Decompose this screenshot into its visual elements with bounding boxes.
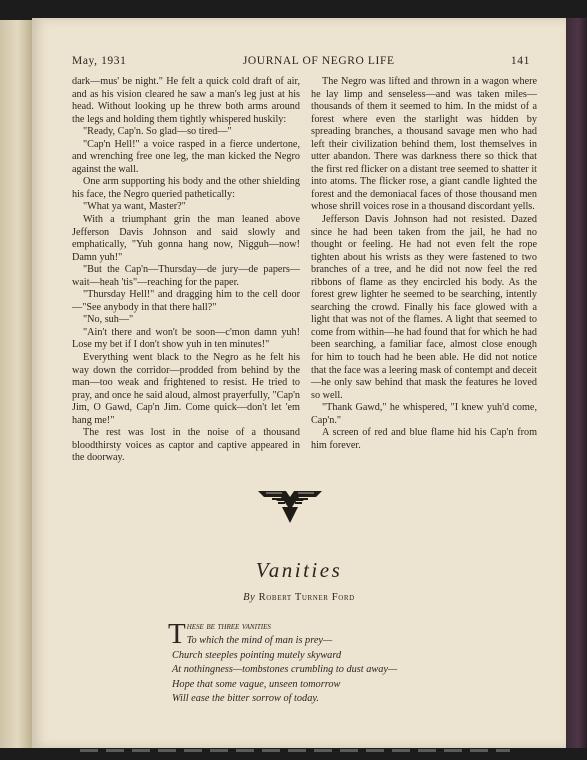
drop-cap: T: [168, 618, 186, 650]
story-column-right: [311, 76, 537, 452]
page-number: 141: [510, 55, 530, 67]
paragraph: The rest was lost in the noise of a thousand bloodthirsty voices as captor and captive appeared in the doorway.: [72, 427, 300, 464]
paragraph: "No, suh—": [83, 314, 134, 326]
scan-edge-strip: [80, 749, 510, 752]
paragraph: With a triumphant grin the man leaned above Jefferson Davis Johnson and said slowly and emphatically, "Yuh gonna hang now, Nigguh—now! Damn yuh!": [72, 214, 300, 263]
paragraph: "Ready, Cap'n. So glad—so tired—": [83, 126, 232, 138]
paragraph: The Negro was lifted and thrown in a wagon where he lay limp and senseless—and was taken miles—thousands of them it seemed to him. In the midst of a forest where even the starlight was hidden by spreading branches, a thousand savage men who had left their civilization behind them, lost themselves in utter abandon. There was darkness there so thick that the first red flicker on a distant tree seemed to shatter it into atoms. The flicker rose, a giant candle lighted the forest and the demoniacal faces of those thousand men whose shrill voices rose in a thousand discordant yells.: [311, 76, 537, 213]
paragraph: A screen of red and blue flame hid his Cap'n from him forever.: [311, 427, 537, 451]
poem-line: hese be three vanities: [186, 621, 271, 632]
paragraph: "But the Cap'n—Thursday—de jury—de papers—wait—heah 'tis"—reaching for the paper.: [72, 264, 300, 288]
book-gutter: [0, 20, 32, 748]
issue-date: May, 1931: [72, 55, 127, 67]
poem-byline: [32, 592, 566, 603]
poem-title: Vanities: [255, 558, 343, 582]
story-column-left: [72, 76, 300, 465]
paragraph: Everything went black to the Negro as he felt his way down the corridor—prodded from behind by the man—too weak and frightened to resist. He tried to pray, and once he said aloud, almost prayerfully, "Cap'n Jim, O Gawd, Cap'n Jim. Come quick—don't let 'em hang me!": [72, 352, 300, 426]
poem-line: Hope that some vague, unseen tomorrow: [172, 678, 341, 690]
journal-page: [32, 18, 566, 748]
poem-line: Church steeples pointing mutely skyward: [172, 649, 342, 661]
paragraph: One arm supporting his body and the other shielding his face, the Negro queried pathetically:: [72, 176, 300, 200]
poem-line: To which the mind of man is prey—: [186, 635, 333, 647]
poem-author: Robert Turner Ford: [258, 592, 355, 603]
paragraph: dark—mus' be night." He felt a quick cold draft of air, and as his vision cleared he saw a man's leg just at his head. Without looking up he threw both arms around the legs and holding them tightly whispered huskily:: [72, 76, 300, 125]
paragraph: "Cap'n Hell!" a voice rasped in a fierce undertone, and wrenching free one leg, the man kicked the Negro against the wall.: [72, 138, 300, 175]
poem-line: Will ease the bitter sorrow of today.: [172, 693, 319, 705]
poem-body: [168, 618, 472, 706]
book-binding-edge: [565, 18, 587, 748]
paragraph: Jefferson Davis Johnson had not resisted. Dazed since he had been taken from the jail, he had no thought or feeling. He had not even felt the rope tighten about his wrists as they were fastened to two branches of a tree, and he did not now feel the red ribbons of flame as they encircled his body. As the forest grew lighter he seemed to be searching, intently searching the crowd. Finally his face glowed with a light that was not of the flames. A light that seemed to come from within—he had found that for which he had been searching, a familiar face, almost close enough for him to touch had he been able. He did not notice that the face was a leering mask of contempt and deceit—he only saw behind that mask the features he loved so well.: [311, 214, 537, 401]
paragraph: "What ya want, Master?": [83, 201, 186, 213]
paragraph: "Thursday Hell!" and dragging him to the cell door—"See anybody in that there hall?": [72, 289, 300, 313]
paragraph: "Ain't there and won't be soon—c'mon damn yuh! Lose my bet if I don't show yuh in ten minutes!": [72, 326, 300, 351]
running-header: [72, 55, 530, 67]
byline-prefix: By: [243, 592, 256, 603]
poem-line: At nothingness—tombstones crumbling to dust away—: [172, 664, 398, 676]
paragraph: "Thank Gawd," he whispered, "I knew yuh'd come, Cap'n.": [311, 402, 537, 426]
winged-emblem-icon: [258, 489, 322, 525]
journal-title: JOURNAL OF NEGRO LIFE: [242, 55, 395, 67]
